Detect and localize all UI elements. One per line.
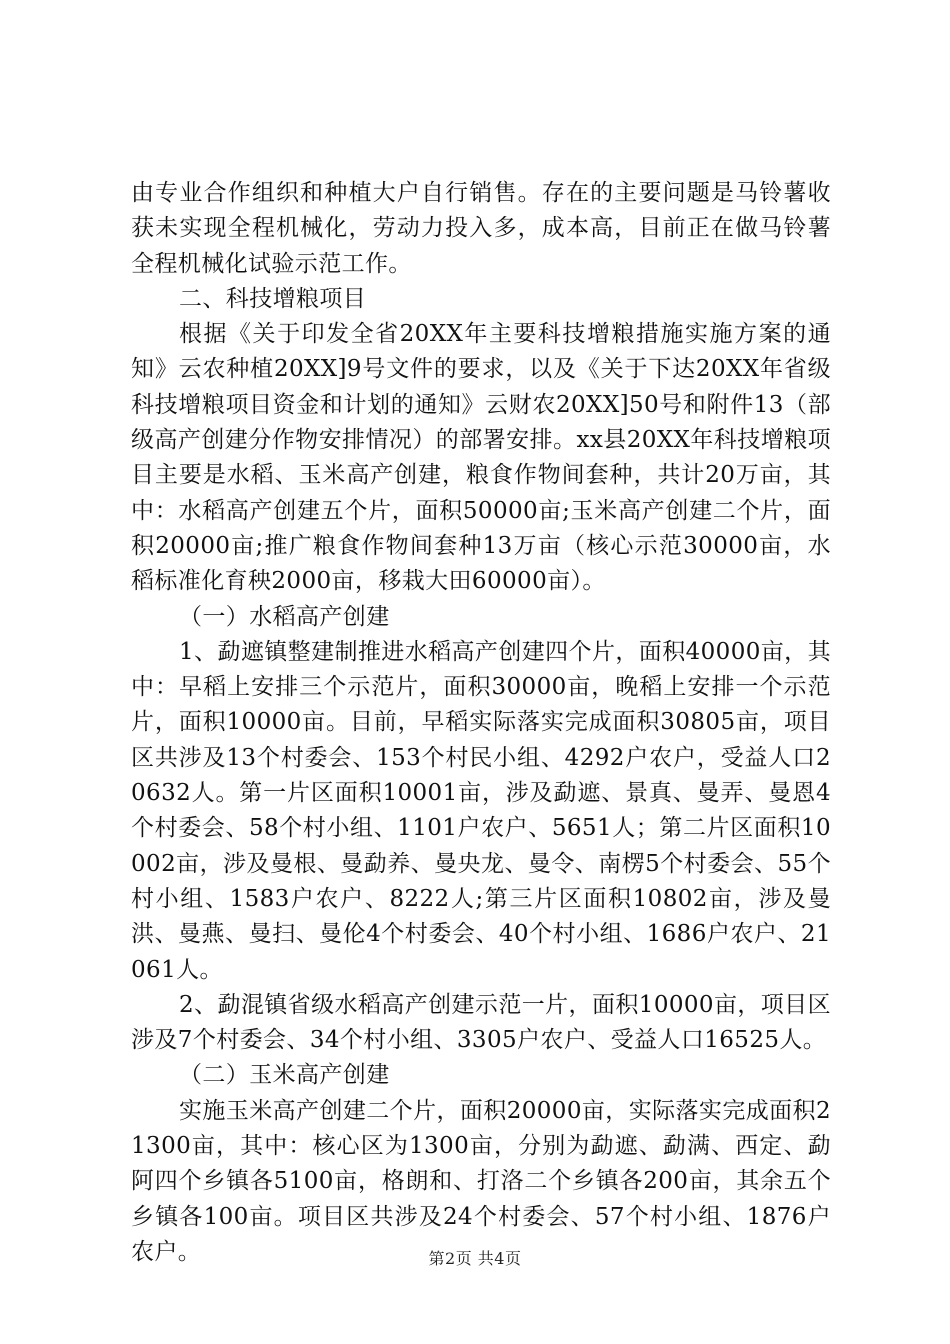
paragraph-tech-grain-overview: 根据《关于印发全省20XX年主要科技增粮措施实施方案的通知》云农种植20XX]9号文件的要求，以及《关于下达20XX年省级科技增粮项目资金和计划的通知》云财农20XX]50号和附件13（部级高产创建分作物安排情况）的部署安排。xx县20XX年科技增粮项目主要是水稻、玉米高产创建，粮食作物间套种，共计20万亩，其中：水稻高产创建五个片，面积50000亩;玉米高产创建二个片，面积20000亩;推广粮食作物间套种13万亩（核心示范30000亩，水稻标准化育秧2000亩，移栽大田60000亩）。: [131, 321, 831, 595]
subsection-heading-rice: （一）水稻高产创建: [179, 603, 390, 630]
subsection-heading-corn: （二）玉米高产创建: [179, 1062, 390, 1089]
paragraph-rice-menghun: 2、勐混镇省级水稻高产创建示范一片，面积10000亩，项目区涉及7个村委会、34个村小组、3305户农户、受益人口16525人。: [131, 991, 831, 1054]
paragraph-potato-sales: 由专业合作组织和种植大户自行销售。存在的主要问题是马铃薯收获未实现全程机械化，劳动力投入多，成本高，目前正在做马铃薯全程机械化试验示范工作。: [131, 180, 831, 277]
section-heading-tech-grain: 二、科技增粮项目: [179, 285, 367, 312]
paragraph-corn-details: 实施玉米高产创建二个片，面积20000亩，实际落实完成面积21300亩，其中：核心区为1300亩，分别为勐遮、勐满、西定、勐阿四个乡镇各5100亩，格朗和、打洛二个乡镇各200亩，其余五个乡镇各100亩。项目区共涉及24个村委会、57个村小组、1876户农户。: [131, 1097, 831, 1265]
document-body: [131, 176, 831, 1270]
page-footer: 第2页 共4页: [428, 1249, 522, 1268]
paragraph-rice-mengzhe: 1、勐遮镇整建制推进水稻高产创建四个片，面积40000亩，其中：早稻上安排三个示范片，面积30000亩，晚稻上安排一个示范片，面积10000亩。目前，早稻实际落实完成面积30805亩，项目区共涉及13个村委会、153个村民小组、4292户农户，受益人口20632人。第一片区面积10001亩，涉及勐遮、景真、曼弄、曼恩4个村委会、58个村小组、1101户农户、5651人；第二片区面积10002亩，涉及曼根、曼勐养、曼央龙、曼令、南楞5个村委会、55个村小组、1583户农户、8222人;第三片区面积10802亩，涉及曼洪、曼燕、曼扫、曼伦4个村委会、40个村小组、1686户农户、21061人。: [131, 638, 831, 983]
